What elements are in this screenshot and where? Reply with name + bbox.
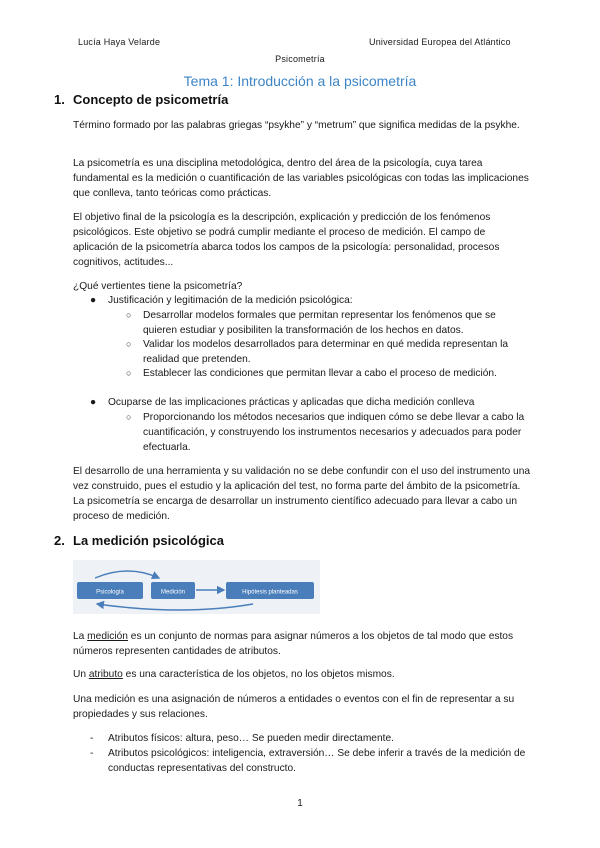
section-1-question: ¿Qué vertientes tiene la psicometría? [73,281,243,292]
bullet-icon: ● [90,397,97,408]
list-item-text: Justificación y legitimación de la medición psicológica: [108,295,353,306]
diagram-label-hipotesis: Hipótesis planteadas [242,589,298,596]
sub-list-item [126,410,531,455]
text-fragment: es un conjunto de normas para asignar números a los objetos de tal modo que estos números representen cantidades de atributos. [73,631,514,657]
list-item-text: Atributos psicológicos: inteligencia, extraversión… Se debe inferir a través de la medición de conductas representativas del constructo. [108,748,526,774]
sub-bullet-icon: ○ [126,339,132,349]
term-atributo: atributo [88,669,123,680]
section-1-paragraph-1: Término formado por las palabras griegas “psykhe” y “metrum” que significa medidas de la psykhe. [73,120,520,131]
sub-bullet-icon: ○ [126,310,132,320]
sub-list-item [126,308,531,338]
list-item-text: Atributos físicos: altura, peso… Se pueden medir directamente. [108,733,394,744]
section-2-heading [54,533,224,548]
section-1-paragraph-4: El desarrollo de una herramienta y su validación no se debe confundir con el uso del instrumento una vez construido, pues el estudio y la aplicación del test, no forma parte del ámbito de la psicometría. La psicometría se encarga de desarrollar un instrumento científico adecuado para llevar a cabo un proceso de medición. [73,466,531,522]
header-subject: Psicometría [275,54,325,64]
dash-bullet-icon: - [90,733,94,744]
text-fragment: es una característica de los objetos, no los objetos mismos. [122,669,395,680]
section-1-number: 1. [54,92,65,107]
section-2-paragraph-3: Una medición es una asignación de números a entidades o eventos con el fin de representar a su propiedades y sus relaciones. [73,694,515,720]
sub-list-item [126,337,531,367]
section-2-title: La medición psicológica [73,533,224,548]
section-1-paragraph-2: La psicometría es una disciplina metodológica, dentro del área de la psicología, cuya tarea fundamental es la medición o cuantificación de las variables psicológicas con todas las implicaciones que conlleva, tanto teóricas como prácticas. [73,158,529,199]
text-fragment: Un [73,669,89,680]
section-2-paragraph-2 [73,667,533,682]
sub-list-item-text: Establecer las condiciones que permitan llevar a cabo el proceso de medición. [143,368,497,379]
document-title: Tema 1: Introducción a la psicometría [183,73,417,89]
page-number: 1 [297,798,303,809]
section-2-paragraph-1 [73,629,533,659]
list-item [90,731,530,746]
sub-list-item-text: Desarrollar modelos formales que permitan representar los fenómenos que se quieren estudiar y posibiliten la transformación de los hechos en datos. [143,310,496,336]
header-university: Universidad Europea del Atlántico [369,37,511,47]
list-item [90,293,530,308]
term-medicion: medición [87,631,128,642]
arrow-hipotesis-to-psicologia [97,604,253,610]
sub-list-item-text: Validar los modelos desarrollados para determinar en qué medida representan la realidad que pretenden. [143,339,509,365]
list-item [90,395,530,410]
diagram-label-psicologia: Psicología [96,589,124,596]
text-fragment: La [73,631,88,642]
section-1-title: Concepto de psicometría [73,92,229,107]
section-2-number: 2. [54,533,65,548]
sub-list-item-text: Proporcionando los métodos necesarios que indiquen cómo se debe llevar a cabo la cuantificación, y construyendo los instrumentos necesarios y adecuados para poder efectuarla. [143,412,525,453]
list-item-text: Ocuparse de las implicaciones prácticas y aplicadas que dicha medición conlleva [108,397,475,408]
sub-list-item [126,366,531,381]
dash-bullet-icon: - [90,748,94,759]
bullet-icon: ● [90,295,97,306]
sub-bullet-icon: ○ [126,368,132,378]
header-author: Lucía Haya Velarde [78,37,161,47]
diagram-label-medicion: Medición [160,589,186,596]
arrow-psicologia-to-medicion [95,571,159,578]
list-item [90,746,530,776]
process-diagram [73,560,320,614]
section-1-paragraph-3: El objetivo final de la psicología es la descripción, explicación y predicción de los fenómenos psicológicos. Este objetivo se podrá cumplir mediante el proceso de medición. El campo de aplicación de la psicometría abarca todos los campos de la psicología: personalidad, procesos cognitivos, actitudes... [73,212,500,268]
sub-bullet-icon: ○ [126,412,132,422]
section-1-heading [54,92,228,107]
process-diagram-svg [73,560,320,614]
